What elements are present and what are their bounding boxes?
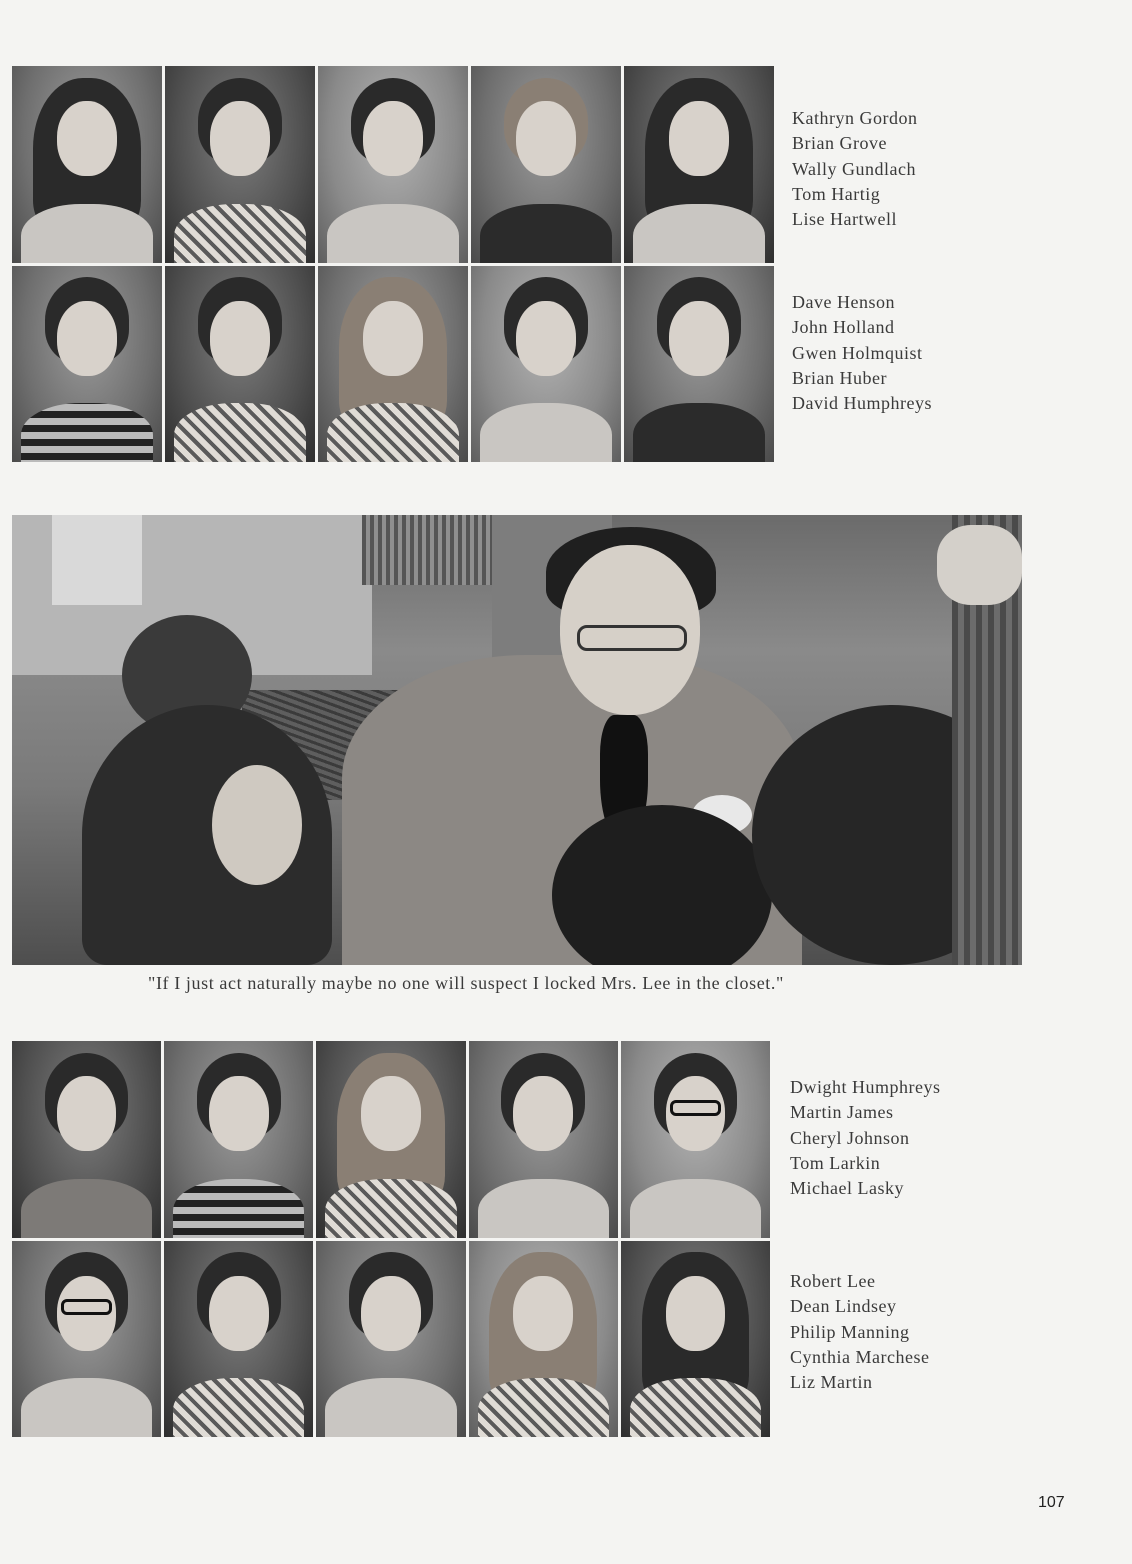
name-list <box>790 1075 941 1201</box>
portrait-photo <box>12 1041 161 1238</box>
name-list <box>792 290 932 416</box>
portrait-grid-bottom <box>12 1041 770 1437</box>
portrait-photo <box>12 1241 161 1438</box>
student-name: Dave Henson <box>792 292 895 312</box>
student-name: Kathryn Gordon <box>792 108 918 128</box>
portrait-photo <box>471 66 621 263</box>
portrait-photo <box>621 1041 770 1238</box>
name-list <box>790 1269 929 1395</box>
student-name: Liz Martin <box>790 1372 873 1393</box>
portrait-photo <box>165 266 315 463</box>
student-name: Philip Manning <box>790 1321 910 1342</box>
student-name: Tom Hartig <box>792 183 881 204</box>
student-name: Wally Gundlach <box>792 158 917 179</box>
student-name: Brian Grove <box>792 133 887 154</box>
page-number: 107 <box>1038 1494 1065 1511</box>
student-name: Dean Lindsey <box>790 1296 897 1317</box>
student-name: Martin James <box>790 1102 894 1123</box>
portrait-photo <box>316 1041 465 1238</box>
portrait-photo <box>621 1241 770 1438</box>
candid-photo <box>12 515 1022 965</box>
student-name: John Holland <box>792 317 895 338</box>
portrait-photo <box>12 66 162 263</box>
student-name: Cynthia Marchese <box>790 1346 930 1367</box>
student-name: Michael Lasky <box>790 1178 904 1199</box>
student-name: David Humphreys <box>792 393 932 414</box>
student-name: Cheryl Johnson <box>790 1127 910 1148</box>
student-name: Tom Larkin <box>790 1152 881 1173</box>
portrait-photo <box>12 266 162 463</box>
student-name: Brian Huber <box>792 367 887 388</box>
portrait-photo <box>165 66 315 263</box>
portrait-grid-top <box>12 66 774 462</box>
student-name: Gwen Holmquist <box>792 342 923 363</box>
portrait-photo <box>469 1241 618 1438</box>
portrait-photo <box>318 266 468 463</box>
name-list <box>792 106 917 232</box>
portrait-photo <box>469 1041 618 1238</box>
portrait-photo <box>316 1241 465 1438</box>
student-name: Robert Lee <box>790 1271 876 1291</box>
student-name: Dwight Humphreys <box>790 1077 941 1097</box>
portrait-photo <box>318 66 468 263</box>
portrait-photo <box>471 266 621 463</box>
photo-caption: "If I just act naturally maybe no one will suspect I locked Mrs. Lee in the closet." <box>148 973 784 993</box>
portrait-photo <box>624 66 774 263</box>
portrait-photo <box>164 1241 313 1438</box>
portrait-photo <box>164 1041 313 1238</box>
student-name: Lise Hartwell <box>792 209 897 230</box>
portrait-photo <box>624 266 774 463</box>
